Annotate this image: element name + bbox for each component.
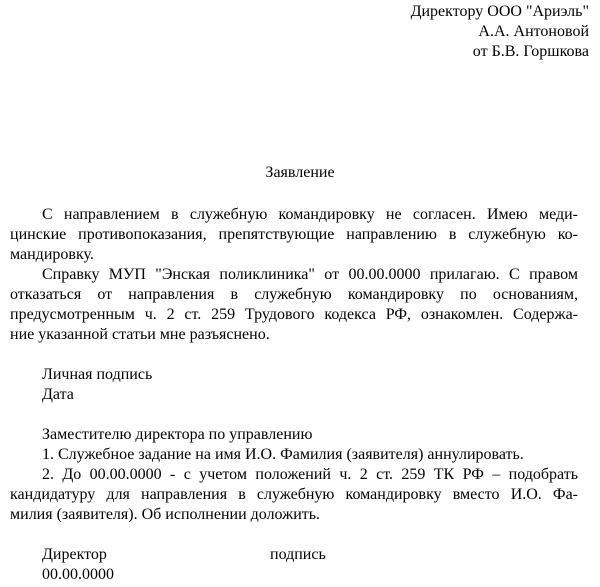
footer-date: 00.00.0000 xyxy=(42,566,114,583)
resolution-item-2-line-1: 2. До 00.00.0000 - с учетом положений ч. 2 ст. 259 ТК РФ – подобрать xyxy=(42,466,578,483)
director-title: Директор xyxy=(42,546,107,563)
resolution-item-2-line-3: милия (заявителя). Об исполнении доложить. xyxy=(10,506,321,523)
date-label: Дата xyxy=(42,386,74,403)
body-paragraph-1-line-2: цинские противопоказания, препятствующие направлению в служебную ко- xyxy=(10,226,578,243)
resolution-addressee: Заместителю директора по управлению xyxy=(42,426,313,443)
addressee-line-2: А.А. Антоновой xyxy=(478,23,589,40)
body-paragraph-2-line-2: отказаться от направления в служебную командировку по основаниям, xyxy=(10,286,578,303)
from-line: от Б.В. Горшкова xyxy=(472,43,589,60)
body-paragraph-1-line-1: С направлением в служебную командировку не согласен. Имею меди- xyxy=(42,206,578,223)
signature-label: Личная подпись xyxy=(42,366,153,383)
body-paragraph-1-line-3: мандировку. xyxy=(10,246,94,263)
body-paragraph-2-line-1: Справку МУП "Энская поликлиника" от 00.00.0000 прилагаю. С правом xyxy=(42,266,578,283)
document-title: Заявление xyxy=(265,164,335,181)
body-paragraph-2-line-4: ние указанной статьи мне разъяснено. xyxy=(10,326,270,343)
director-signature: подпись xyxy=(270,546,326,563)
body-paragraph-2-line-3: предусмотренным ч. 2 ст. 259 Трудового кодекса РФ, ознакомлен. Содержа- xyxy=(10,306,578,323)
resolution-item-1: 1. Служебное задание на имя И.О. Фамилия (заявителя) аннулировать. xyxy=(42,446,524,463)
addressee-line-1: Директору ООО "Ариэль" xyxy=(410,3,589,20)
resolution-item-2-line-2: кандидатуру для направления в служебную командировку вместо И.О. Фа- xyxy=(10,486,578,503)
